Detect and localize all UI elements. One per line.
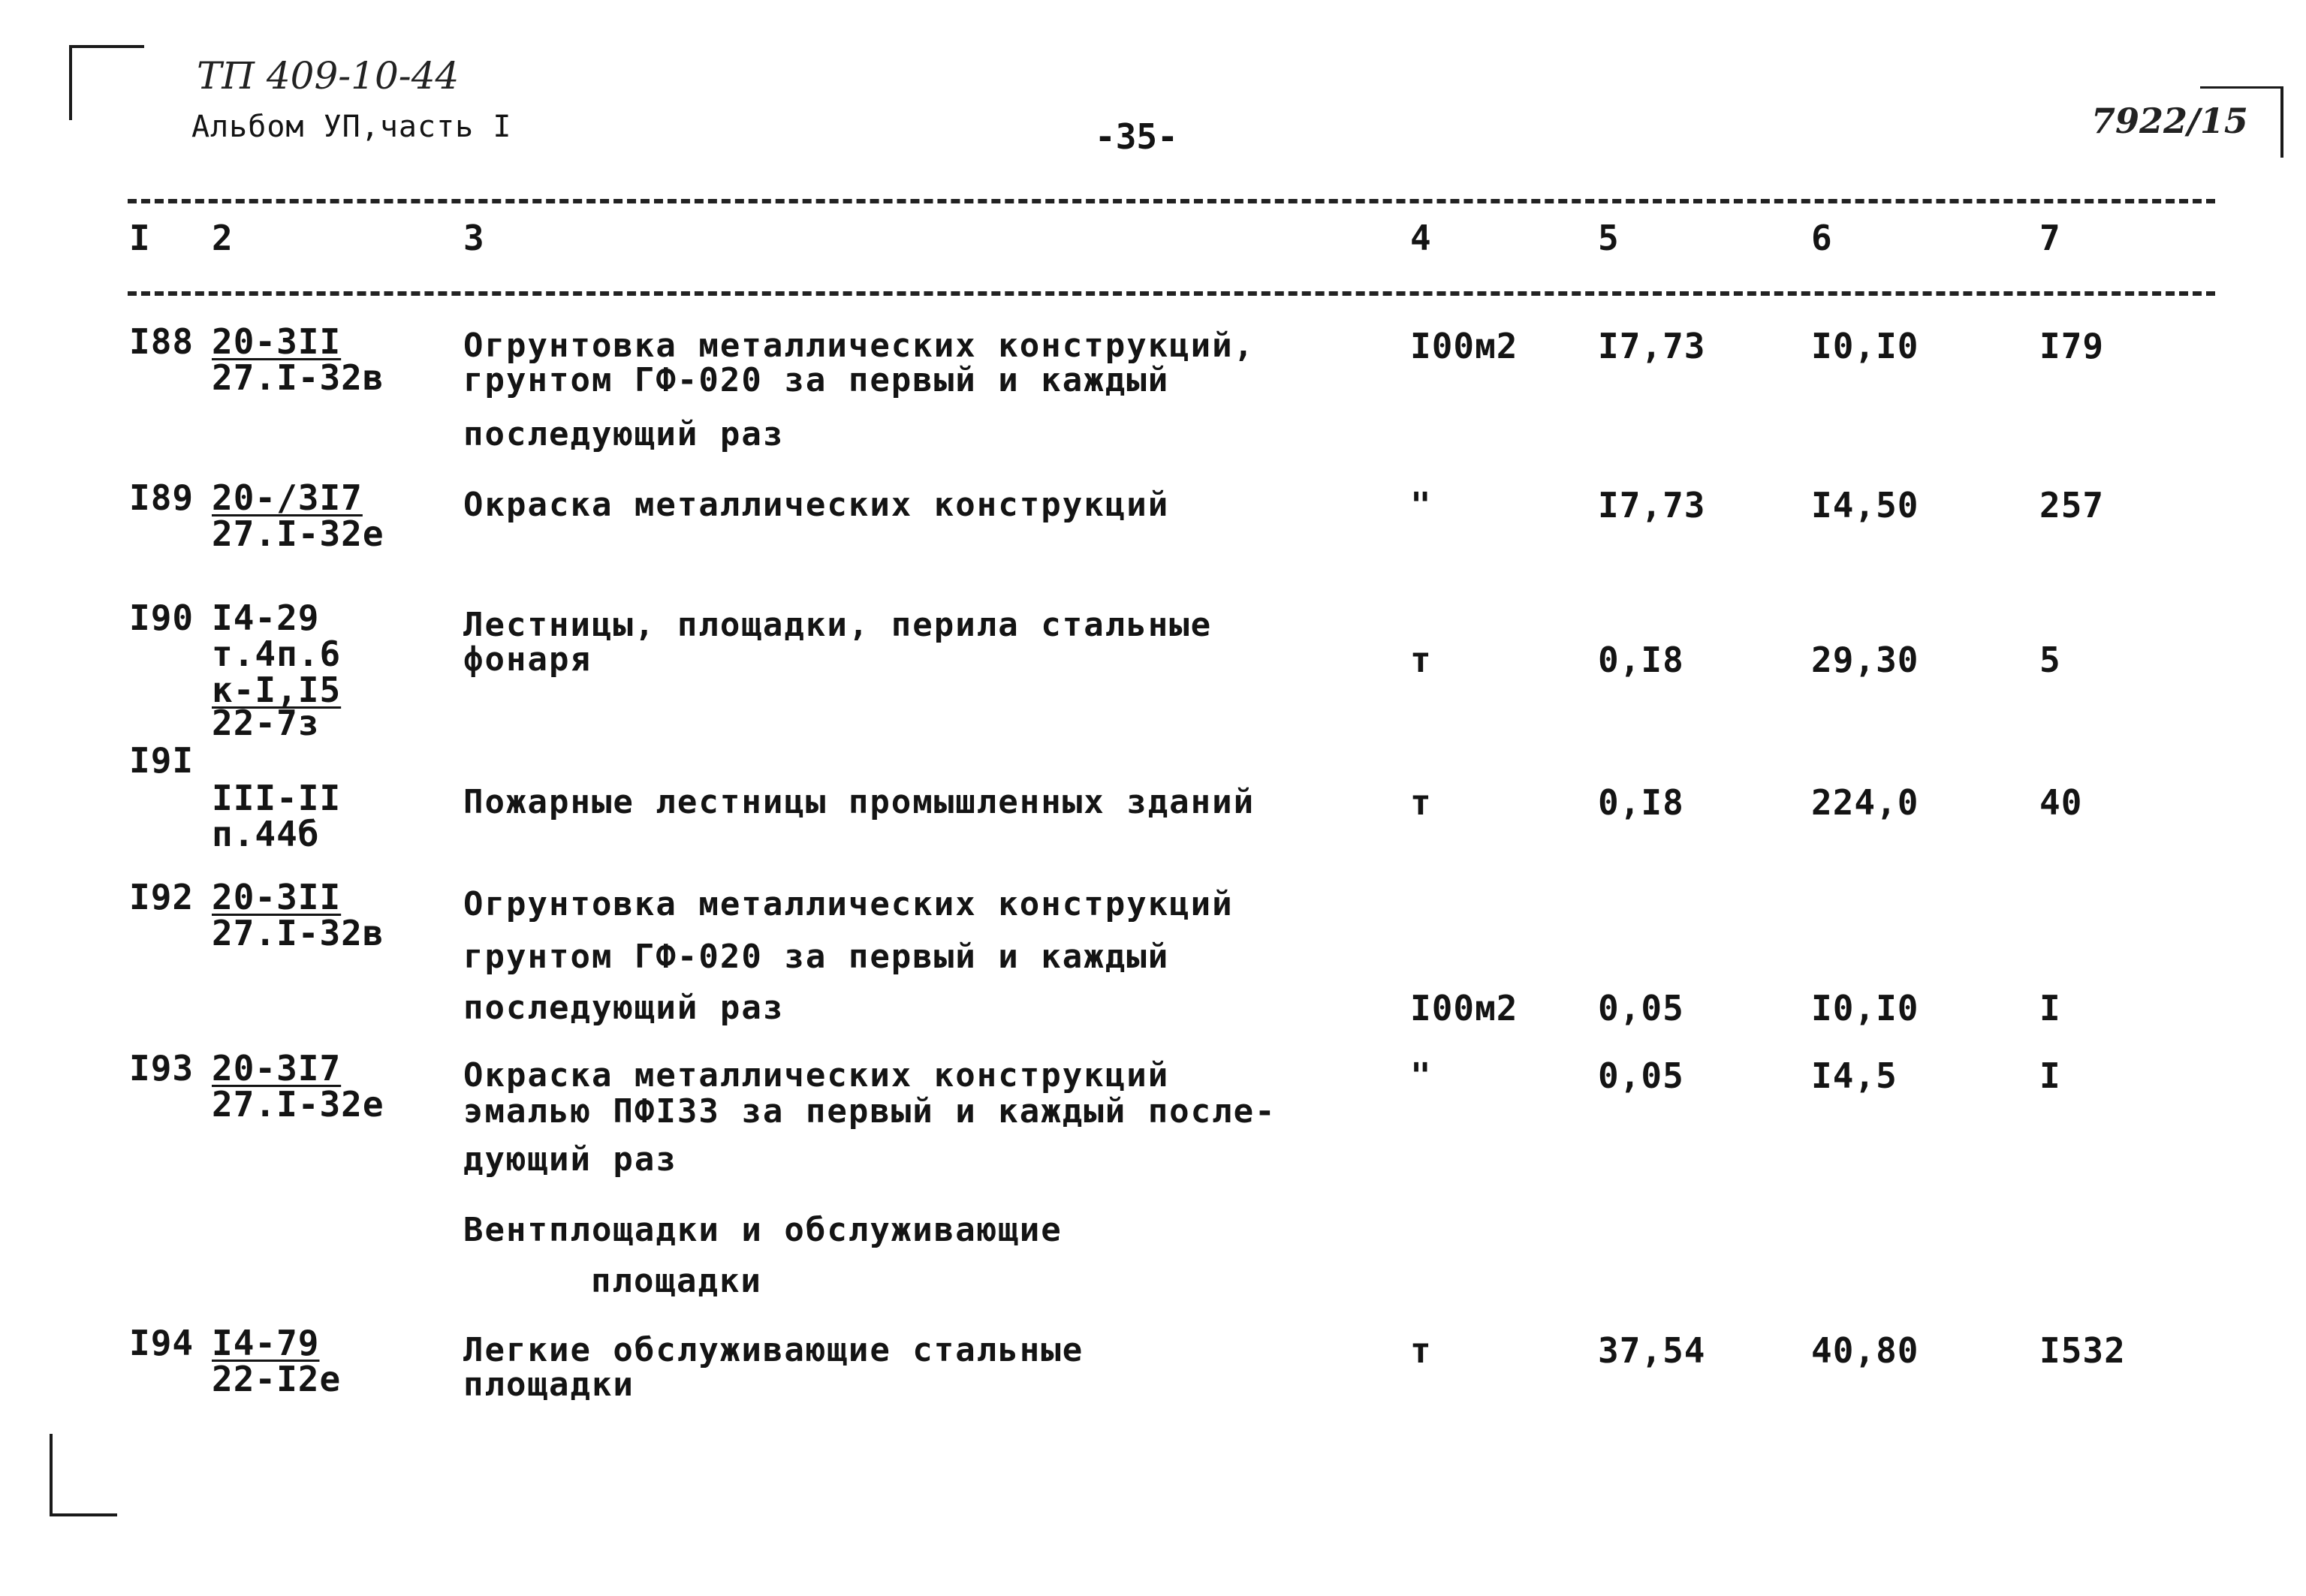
row-number: I93	[129, 1048, 194, 1089]
corner-mark-top-left	[69, 45, 144, 48]
row-number: I88	[129, 321, 194, 362]
row-description: дующий раз	[463, 1140, 677, 1179]
row-number: I90	[129, 598, 194, 638]
handwritten-project-code: ТП 409-10-44	[197, 54, 460, 98]
header-rule-top	[128, 199, 2215, 203]
row-description: эмалью ПФI33 за первый и каждый после-	[463, 1092, 1277, 1131]
row-description: Огрунтовка металлических конструкций,	[463, 327, 1255, 365]
row-unit: I00м2	[1410, 988, 1518, 1028]
row-unit: "	[1410, 485, 1432, 525]
row-unit: I00м2	[1410, 326, 1518, 366]
row-description: Огрунтовка металлических конструкций	[463, 885, 1234, 923]
row-code: I4-29	[212, 598, 320, 638]
row-code: п.44б	[212, 814, 320, 854]
row-code: 20-3II	[212, 877, 342, 917]
row-unit: т	[1410, 640, 1432, 680]
column-header-7: 7	[2039, 218, 2061, 258]
row-unit: "	[1410, 1055, 1432, 1096]
row-unit-price: I0,I0	[1811, 326, 1919, 366]
section-title: Вентплощадки и обслуживающие	[463, 1211, 1063, 1249]
row-description: грунтом ГФ-020 за первый и каждый	[463, 938, 1170, 976]
row-code: 27.I-32в	[212, 357, 384, 398]
row-unit-price: 40,80	[1811, 1330, 1919, 1371]
column-header-3: 3	[463, 218, 485, 258]
row-number: I89	[129, 477, 194, 518]
row-total: I	[2039, 988, 2061, 1028]
row-description: грунтом ГФ-020 за первый и каждый	[463, 361, 1170, 399]
row-number: I94	[129, 1323, 194, 1363]
row-description: Окраска металлических конструкций	[463, 1056, 1170, 1095]
row-description: Окраска металлических конструкций	[463, 486, 1170, 524]
column-header-5: 5	[1598, 218, 1620, 258]
row-description: последующий раз	[463, 989, 785, 1027]
sheet-code: 7922/15	[2091, 101, 2248, 141]
row-code: I4-79	[212, 1323, 320, 1363]
row-total: I	[2039, 1055, 2061, 1096]
row-code: III-II	[212, 778, 342, 818]
corner-mark-top-right	[2200, 86, 2283, 89]
row-number: I9I	[129, 740, 194, 781]
row-quantity: 37,54	[1598, 1330, 1706, 1371]
row-total: I532	[2039, 1330, 2126, 1371]
column-header-2: 2	[212, 218, 234, 258]
row-code: 22-7з	[212, 703, 320, 743]
row-code: 20-3II	[212, 321, 342, 362]
row-total: I79	[2039, 326, 2105, 366]
row-description: Пожарные лестницы промышленных зданий	[463, 783, 1255, 821]
row-code: 22-I2е	[212, 1359, 342, 1399]
row-total: 257	[2039, 485, 2105, 525]
row-description: Лестницы, площадки, перила стальные	[463, 606, 1213, 644]
row-unit-price: 29,30	[1811, 640, 1919, 680]
row-unit-price: I4,5	[1811, 1055, 1898, 1096]
header-rule-bottom	[128, 291, 2215, 296]
section-title: площадки	[591, 1262, 762, 1300]
row-quantity: I7,73	[1598, 485, 1706, 525]
row-quantity: 0,I8	[1598, 640, 1684, 680]
corner-mark-top-right	[2280, 86, 2283, 158]
page-number: -35-	[1095, 116, 1178, 157]
row-unit: т	[1410, 1330, 1432, 1371]
column-header-6: 6	[1811, 218, 1833, 258]
row-code: 20-3I7	[212, 1048, 342, 1089]
row-description: Легкие обслуживающие стальные	[463, 1331, 1084, 1369]
row-number: I92	[129, 877, 194, 917]
row-code: к-I,I5	[212, 670, 342, 710]
row-unit: т	[1410, 782, 1432, 823]
row-description: фонаря	[463, 640, 592, 679]
row-code: 27.I-32е	[212, 1084, 384, 1125]
row-code: 27.I-32в	[212, 913, 384, 953]
row-quantity: I7,73	[1598, 326, 1706, 366]
row-description: площадки	[463, 1366, 635, 1404]
row-code: 20-/3I7	[212, 477, 363, 518]
row-quantity: 0,05	[1598, 988, 1684, 1028]
row-unit-price: I4,50	[1811, 485, 1919, 525]
row-code: т.4п.6	[212, 634, 342, 674]
corner-mark-bottom-left	[50, 1513, 117, 1516]
corner-mark-bottom-left	[50, 1434, 53, 1516]
album-label: Альбом УП,часть I	[191, 110, 512, 144]
row-quantity: 0,I8	[1598, 782, 1684, 823]
column-header-4: 4	[1410, 218, 1432, 258]
row-unit-price: 224,0	[1811, 782, 1919, 823]
row-total: 5	[2039, 640, 2061, 680]
corner-mark-top-left	[69, 45, 72, 120]
row-description: последующий раз	[463, 415, 785, 453]
row-total: 40	[2039, 782, 2083, 823]
column-header-1: I	[129, 218, 151, 258]
row-quantity: 0,05	[1598, 1055, 1684, 1096]
row-code: 27.I-32е	[212, 513, 384, 554]
row-unit-price: I0,I0	[1811, 988, 1919, 1028]
